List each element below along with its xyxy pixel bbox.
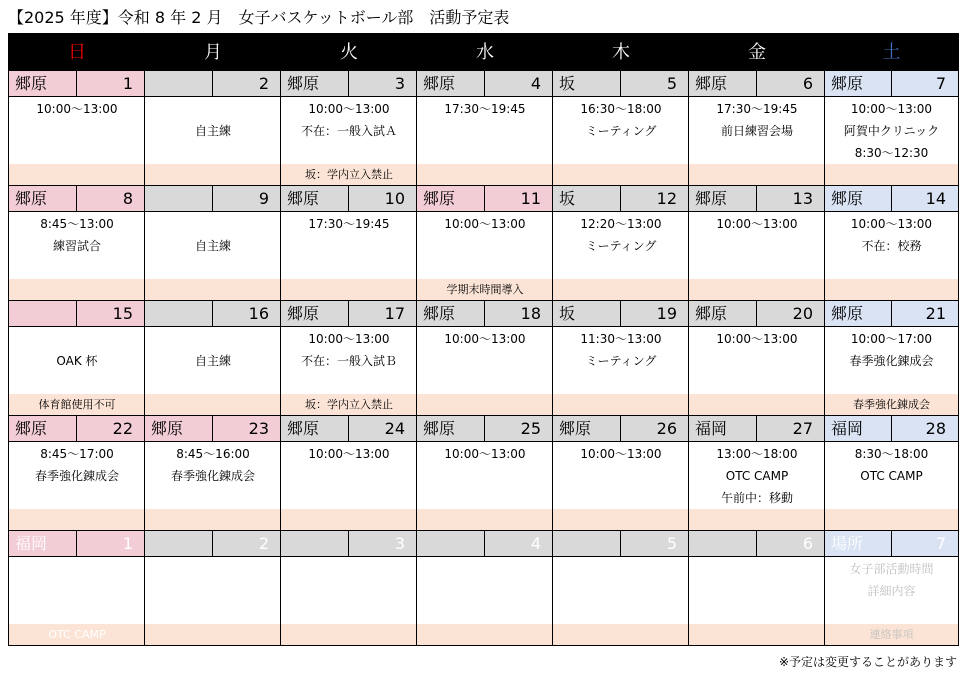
day-number: 13 <box>792 189 813 208</box>
column-divider <box>688 71 689 645</box>
day-header <box>9 186 145 212</box>
note-strip <box>145 164 281 185</box>
day-cell <box>553 416 689 531</box>
day-number: 24 <box>384 419 405 438</box>
day-cell <box>9 416 145 531</box>
day-cell <box>553 71 689 186</box>
time-text: 17:30～19:45 <box>444 102 526 116</box>
day-number: 3 <box>394 74 405 93</box>
location-label: 郷原 <box>9 71 77 96</box>
detail-text: 不在：一般入試Ｂ <box>300 354 397 368</box>
location-label: 郷原 <box>417 301 485 326</box>
note-strip <box>553 509 689 530</box>
day-number: 14 <box>925 189 946 208</box>
day-cell <box>281 186 417 301</box>
location-label: 郷原 <box>281 186 349 211</box>
note-strip <box>145 279 281 300</box>
note-strip: 連絡事項 <box>825 624 958 645</box>
day-number: 26 <box>656 419 677 438</box>
day-header <box>145 71 281 97</box>
time-text: 10:00～13:00 <box>308 332 390 346</box>
day-number: 21 <box>925 304 946 323</box>
weekday-label: 木 <box>612 42 630 63</box>
time-text: 8:30～18:00 <box>854 447 929 461</box>
day-cell <box>417 71 553 186</box>
location-label <box>281 531 349 556</box>
day-cell <box>145 186 281 301</box>
day-number: 5 <box>666 534 677 553</box>
note-strip: 坂：学内立入禁止 <box>281 164 417 185</box>
day-cell <box>417 531 553 645</box>
day-cell <box>689 416 825 531</box>
detail-text: 不在：一般入試Ａ <box>300 124 397 138</box>
detail-text: 練習試合 <box>52 239 101 253</box>
location-label: 福岡 <box>825 416 892 441</box>
day-header <box>825 186 958 212</box>
note-strip: 坂：学内立入禁止 <box>281 394 417 415</box>
day-header <box>825 531 958 557</box>
day-header <box>417 531 553 557</box>
location-label <box>145 186 213 211</box>
weekday-label: 日 <box>68 42 86 63</box>
day-header <box>145 186 281 212</box>
day-number: 25 <box>520 419 541 438</box>
day-number: 22 <box>112 419 133 438</box>
note-strip <box>553 279 689 300</box>
day-number: 4 <box>530 534 541 553</box>
day-cell <box>825 71 958 186</box>
note-strip <box>9 164 145 185</box>
detail-text: 春季強化錬成会 <box>34 469 119 483</box>
day-number: 20 <box>792 304 813 323</box>
day-cell <box>281 531 417 645</box>
day-cell <box>145 416 281 531</box>
note-strip <box>825 164 958 185</box>
detail-text: ミーティング <box>585 354 657 368</box>
detail-text: 前日練習会場 <box>720 124 793 138</box>
note-strip <box>145 509 281 530</box>
location-label <box>145 301 213 326</box>
day-header <box>689 416 825 442</box>
day-number: 8 <box>122 189 133 208</box>
day-header <box>145 301 281 327</box>
location-label: 坂 <box>553 301 621 326</box>
detail-text-2: 午前中：移動 <box>720 491 793 505</box>
day-cell <box>145 71 281 186</box>
note-strip <box>689 624 825 645</box>
location-label <box>553 531 621 556</box>
day-cell <box>689 531 825 645</box>
weekday-header <box>9 34 958 71</box>
note-strip <box>417 394 553 415</box>
day-header <box>553 71 689 97</box>
day-number: 9 <box>258 189 269 208</box>
location-label: 郷原 <box>281 71 349 96</box>
note-strip <box>417 624 553 645</box>
time-text: 10:00～13:00 <box>716 332 798 346</box>
day-number: 17 <box>384 304 405 323</box>
location-label: 福岡 <box>689 416 757 441</box>
time-text: 女子部活動時間 <box>849 562 934 576</box>
note-strip <box>281 624 417 645</box>
location-label: 福岡 <box>9 531 77 556</box>
column-divider <box>280 71 281 645</box>
time-text: 10:00～13:00 <box>850 217 933 231</box>
detail-text: 不在：校務 <box>861 239 922 253</box>
location-label <box>145 71 213 96</box>
day-header <box>9 416 145 442</box>
day-number: 5 <box>666 74 677 93</box>
time-text: 10:00～13:00 <box>36 102 118 116</box>
detail-text: 春季強化錬成会 <box>849 354 934 368</box>
day-cell <box>9 186 145 301</box>
detail-text: 詳細内容 <box>867 584 916 598</box>
location-label: 坂 <box>553 186 621 211</box>
note-strip <box>281 509 417 530</box>
time-text: 10:00～13:00 <box>716 217 798 231</box>
time-text: 8:45～16:00 <box>176 447 250 461</box>
detail-text: 自主練 <box>194 124 231 138</box>
location-label: 郷原 <box>9 416 77 441</box>
detail-text: ミーティング <box>585 124 657 138</box>
time-text: 17:30～19:45 <box>716 102 798 116</box>
detail-text: OTC CAMP <box>860 469 923 483</box>
time-text: 8:45～17:00 <box>40 447 114 461</box>
note-strip: 体育館使用不可 <box>9 394 145 415</box>
day-header <box>417 301 553 327</box>
day-number: 1 <box>122 74 133 93</box>
weekday-label: 水 <box>476 42 494 63</box>
day-header <box>689 301 825 327</box>
note-strip <box>9 279 145 300</box>
day-header <box>281 531 417 557</box>
note-strip <box>825 509 958 530</box>
day-number: 15 <box>112 304 133 323</box>
location-label: 郷原 <box>689 186 757 211</box>
time-text: 10:00～13:00 <box>444 332 526 346</box>
note-strip: 春季強化錬成会 <box>825 394 958 415</box>
day-number: 6 <box>802 534 813 553</box>
day-number: 23 <box>248 419 269 438</box>
note-strip <box>553 164 689 185</box>
location-label: 郷原 <box>417 71 485 96</box>
calendar-grid <box>8 33 959 646</box>
day-header <box>825 301 958 327</box>
column-divider <box>416 71 417 645</box>
day-header <box>145 416 281 442</box>
day-header <box>825 71 958 97</box>
day-cell <box>825 531 958 645</box>
day-header <box>9 531 145 557</box>
location-label: 郷原 <box>825 186 892 211</box>
time-text: 10:00～13:00 <box>308 102 390 116</box>
page-title: 【2025 年度】令和 8 年 2 月 女子バスケットボール部 活動予定表 <box>8 8 510 27</box>
day-number: 4 <box>530 74 541 93</box>
location-label: 坂 <box>553 71 621 96</box>
day-header <box>417 71 553 97</box>
detail-text: 春季強化錬成会 <box>170 469 255 483</box>
day-cell <box>553 531 689 645</box>
day-cell <box>9 531 145 645</box>
time-text: 10:00～17:00 <box>850 332 933 346</box>
location-label <box>145 531 213 556</box>
day-cell <box>145 531 281 645</box>
day-cell <box>825 416 958 531</box>
note-strip: 学期末時間導入 <box>417 279 553 300</box>
day-cell <box>689 186 825 301</box>
day-header <box>145 531 281 557</box>
day-header <box>553 531 689 557</box>
day-number: 1 <box>122 534 133 553</box>
location-label: 郷原 <box>689 301 757 326</box>
location-label: 郷原 <box>145 416 213 441</box>
day-header <box>825 416 958 442</box>
note-strip <box>417 164 553 185</box>
note-strip <box>553 624 689 645</box>
time-text: 10:00～13:00 <box>444 447 526 461</box>
location-label: 郷原 <box>553 416 621 441</box>
day-header <box>9 301 145 327</box>
note-strip <box>825 279 958 300</box>
location-label: 郷原 <box>9 186 77 211</box>
day-header <box>689 71 825 97</box>
day-header <box>553 186 689 212</box>
location-label: 郷原 <box>689 71 757 96</box>
day-cell <box>825 186 958 301</box>
detail-text: OAK 杯 <box>56 354 98 368</box>
time-text: 12:20～13:00 <box>580 217 662 231</box>
day-number: 2 <box>258 74 269 93</box>
day-cell <box>281 71 417 186</box>
day-header <box>689 531 825 557</box>
day-cell <box>9 71 145 186</box>
location-label: 郷原 <box>281 416 349 441</box>
day-header <box>9 71 145 97</box>
location-label <box>9 301 77 326</box>
location-label: 場所 <box>825 531 892 556</box>
day-cell <box>825 301 958 416</box>
day-cell <box>281 416 417 531</box>
time-text: 10:00～13:00 <box>850 102 933 116</box>
day-cell <box>9 301 145 416</box>
day-header <box>553 301 689 327</box>
footer-note: ※予定は変更することがあります <box>778 655 957 669</box>
day-number: 27 <box>792 419 813 438</box>
weekday-label: 土 <box>882 42 901 63</box>
note-strip <box>553 394 689 415</box>
day-number: 18 <box>520 304 541 323</box>
column-divider <box>144 71 145 645</box>
note-strip <box>145 624 281 645</box>
time-text: 10:00～13:00 <box>308 447 390 461</box>
day-header <box>281 301 417 327</box>
location-label <box>417 531 485 556</box>
day-cell <box>689 301 825 416</box>
day-header <box>417 416 553 442</box>
day-number: 11 <box>520 189 541 208</box>
note-strip <box>145 394 281 415</box>
day-number: 19 <box>656 304 677 323</box>
note-strip <box>281 279 417 300</box>
detail-text: 自主練 <box>194 354 231 368</box>
location-label: 郷原 <box>417 416 485 441</box>
time-text: 17:30～19:45 <box>308 217 390 231</box>
day-cell <box>145 301 281 416</box>
location-label: 郷原 <box>417 186 485 211</box>
time-text: 10:00～13:00 <box>444 217 526 231</box>
day-number: 16 <box>248 304 269 323</box>
detail-text: OTC CAMP <box>725 469 789 483</box>
note-strip <box>417 509 553 530</box>
time-text: 8:45～13:00 <box>40 217 114 231</box>
note-strip: OTC CAMP <box>9 624 145 645</box>
detail-text: 阿賀中クリニック <box>843 124 940 138</box>
location-label: 郷原 <box>825 71 892 96</box>
day-cell <box>417 186 553 301</box>
day-cell <box>689 71 825 186</box>
note-strip <box>689 509 825 530</box>
day-number: 12 <box>656 189 677 208</box>
detail-text: ミーティング <box>585 239 657 253</box>
location-label: 郷原 <box>281 301 349 326</box>
location-label <box>689 531 757 556</box>
note-strip <box>9 509 145 530</box>
time-text: 10:00～13:00 <box>580 447 662 461</box>
time-text: 11:30～13:00 <box>580 332 662 346</box>
day-header <box>281 186 417 212</box>
day-header <box>281 71 417 97</box>
day-cell <box>281 301 417 416</box>
note-strip <box>689 279 825 300</box>
day-header <box>417 186 553 212</box>
day-number: 7 <box>935 74 946 93</box>
weekday-label: 火 <box>340 42 358 63</box>
weekday-label: 月 <box>204 42 222 63</box>
weekday-label: 金 <box>748 42 766 63</box>
day-number: 10 <box>384 189 405 208</box>
day-number: 7 <box>935 534 946 553</box>
day-number: 3 <box>394 534 405 553</box>
column-divider <box>552 71 553 645</box>
column-divider <box>824 71 825 645</box>
note-strip <box>689 394 825 415</box>
day-header <box>281 416 417 442</box>
time-text: 16:30～18:00 <box>580 102 662 116</box>
detail-text: 自主練 <box>194 239 231 253</box>
note-strip <box>689 164 825 185</box>
day-header <box>689 186 825 212</box>
day-number: 6 <box>802 74 813 93</box>
day-cell <box>417 416 553 531</box>
detail-text-2: 8:30～12:30 <box>854 146 929 160</box>
day-cell <box>553 186 689 301</box>
day-header <box>553 416 689 442</box>
day-cell <box>417 301 553 416</box>
location-label: 郷原 <box>825 301 892 326</box>
day-number: 28 <box>925 419 946 438</box>
time-text: 13:00～18:00 <box>716 447 798 461</box>
day-number: 2 <box>258 534 269 553</box>
day-cell <box>553 301 689 416</box>
